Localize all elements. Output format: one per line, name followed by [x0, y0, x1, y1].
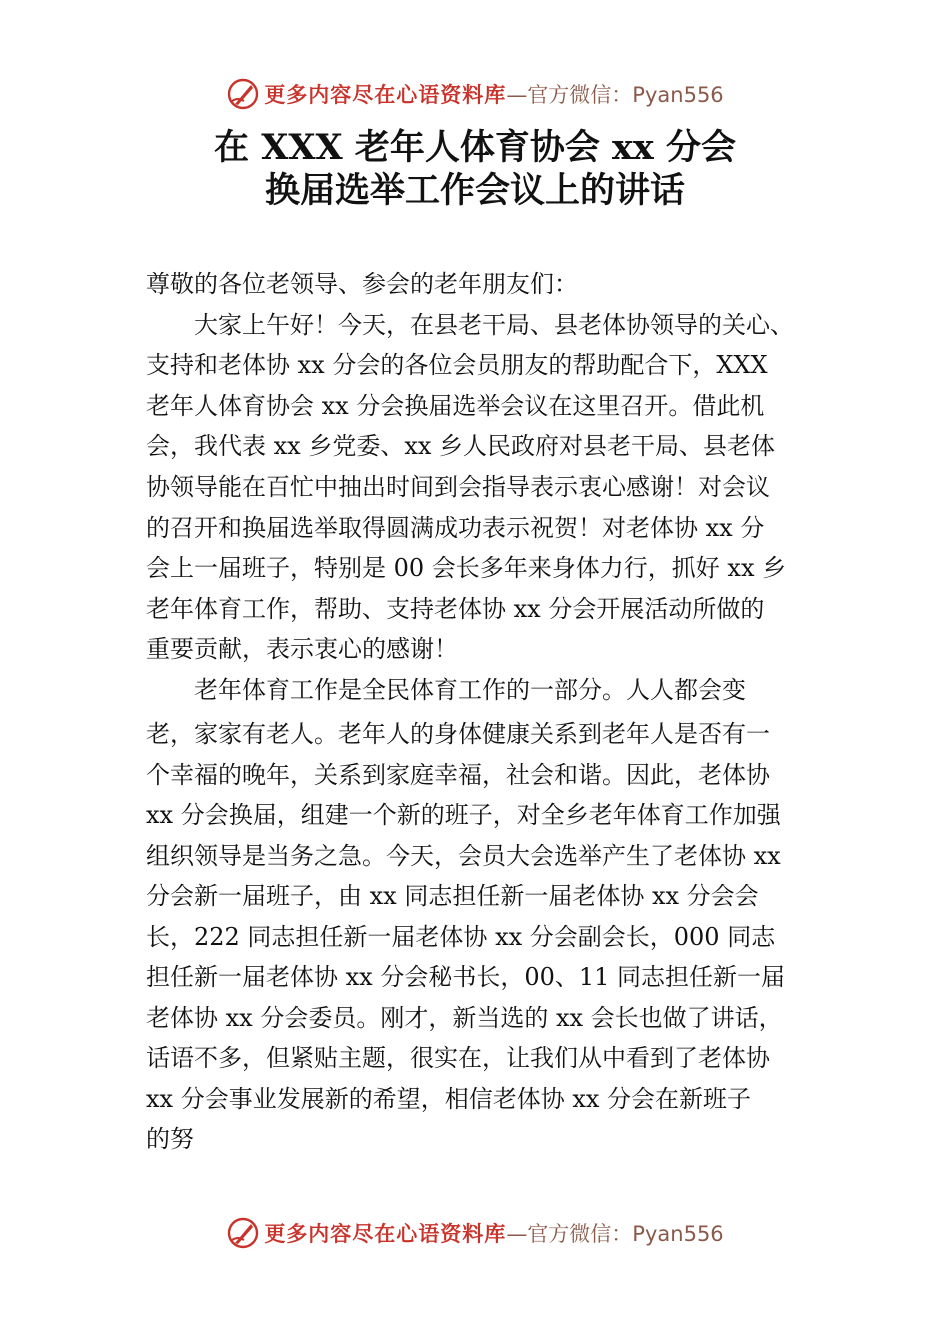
- document-title-line2: 换届选举工作会议上的讲话: [264, 170, 685, 211]
- body-line: 老年体育工作是全民体育工作的一部分。人人都会变: [146, 676, 746, 704]
- body-line: 话语不多，但紧贴主题，很实在，让我们从中看到了老体协: [146, 1044, 770, 1072]
- body-line: 支持和老体协 xx 分会的各位会员朋友的帮助配合下，XXX: [146, 351, 768, 379]
- banner-site-name: 更多内容尽在心语资料库: [264, 83, 507, 107]
- body-line: 个幸福的晚年，关系到家庭幸福，社会和谐。因此，老体协: [146, 761, 770, 789]
- body-line: 老年体育工作，帮助、支持老体协 xx 分会开展活动所做的: [146, 595, 765, 623]
- body-line: 老体协 xx 分会委员。刚才，新当选的 xx 会长也做了讲话，: [146, 1004, 783, 1032]
- body-line: 尊敬的各位老领导、参会的老年朋友们：: [146, 270, 578, 298]
- body-line: 会上一届班子，特别是 00 会长多年来身体力行，抓好 xx 乡: [146, 554, 787, 582]
- body-line: 大家上午好！今天，在县老干局、县老体协领导的关心、: [146, 311, 794, 339]
- body-line: 老年人体育协会 xx 分会换届选举会议在这里召开。借此机: [146, 392, 765, 420]
- body-line: 担任新一届老体协 xx 分会秘书长，00、11 同志担任新一届: [146, 963, 786, 991]
- body-line: 组织领导是当务之急。今天，会员大会选举产生了老体协 xx: [146, 842, 781, 870]
- header-banner: [0, 74, 950, 114]
- body-line: 重要贡献，表示衷心的感谢！: [146, 635, 458, 663]
- body-line: xx 分会事业发展新的希望，相信老体协 xx 分会在新班子: [146, 1085, 752, 1113]
- banner-site-name: 更多内容尽在心语资料库: [264, 1222, 507, 1246]
- body-line: 老，家家有老人。老年人的身体健康关系到老年人是否有一: [146, 720, 770, 748]
- footer-banner: [0, 1213, 950, 1253]
- body-line: 的努: [146, 1125, 194, 1153]
- body-line: 协领导能在百忙中抽出时间到会指导表示衷心感谢！对会议: [146, 473, 770, 501]
- body-line: 会，我代表 xx 乡党委、xx 乡人民政府对县老干局、县老体: [146, 432, 776, 460]
- body-line: 分会新一届班子，由 xx 同志担任新一届老体协 xx 分会会: [146, 882, 759, 910]
- banner-wechat: —官方微信：Pyan556: [506, 1222, 724, 1246]
- banner-wechat: —官方微信：Pyan556: [506, 83, 724, 107]
- body-line: xx 分会换届，组建一个新的班子，对全乡老年体育工作加强: [146, 801, 781, 829]
- body-line: 的召开和换届选举取得圆满成功表示祝贺！对老体协 xx 分: [146, 514, 765, 542]
- quill-pen-logo-icon: [226, 1216, 260, 1250]
- quill-pen-logo-icon: [226, 77, 260, 111]
- document-title-line1: 在 XXX 老年人体育协会 xx 分会: [214, 127, 736, 168]
- body-line: 长，222 同志担任新一届老体协 xx 分会副会长，000 同志: [146, 923, 776, 951]
